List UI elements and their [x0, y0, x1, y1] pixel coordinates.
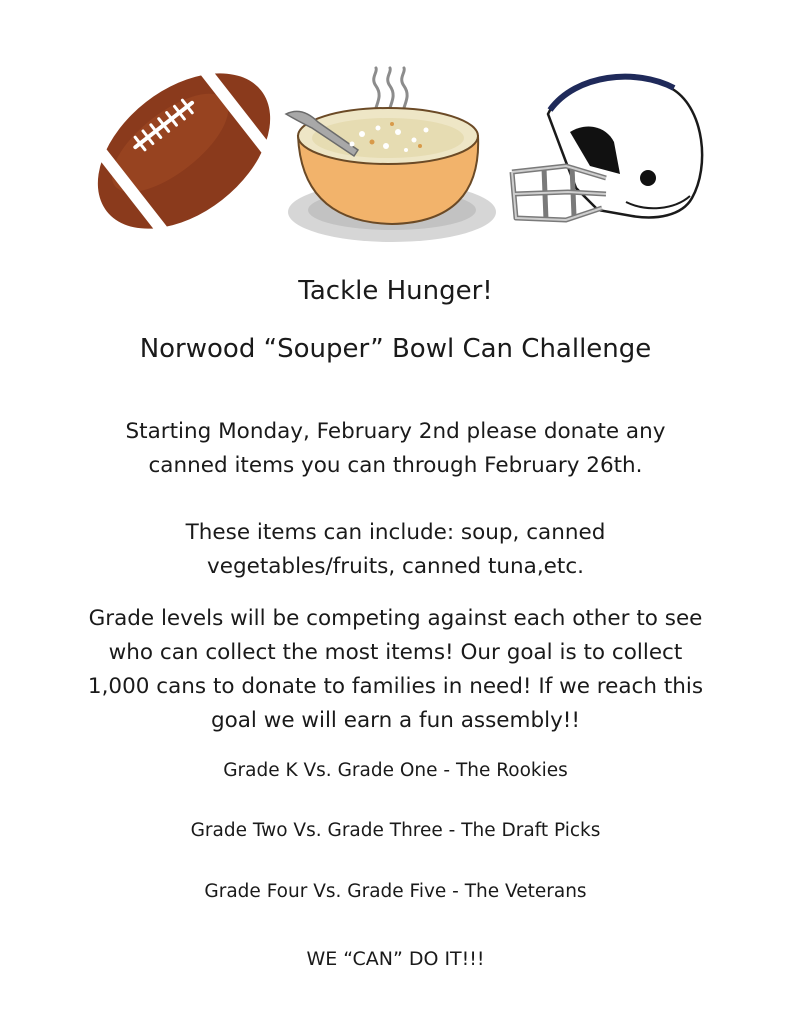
competition-line: goal we will earn a fun assembly!!: [210, 708, 581, 733]
intro-line: canned items you can through February 26th.: [148, 453, 643, 478]
soup-bowl-icon: [282, 62, 504, 248]
headline: Tackle Hunger!: [298, 276, 493, 306]
competition-line: who can collect the most items! Our goal is to collect: [108, 640, 683, 665]
items-line: vegetables/fruits, canned tuna,etc.: [207, 554, 584, 579]
competition-line: Grade levels will be competing against each other to see: [88, 606, 703, 631]
matchup-draft-picks: Grade Two Vs. Grade Three - The Draft Picks: [190, 820, 601, 841]
intro-paragraph: [0, 415, 791, 483]
matchup-rookies: Grade K Vs. Grade One - The Rookies: [223, 760, 568, 781]
subheadline: Norwood “Souper” Bowl Can Challenge: [139, 334, 652, 364]
intro-line: Starting Monday, February 2nd please donate any: [125, 419, 666, 444]
items-paragraph: [0, 516, 791, 584]
competition-paragraph: [0, 602, 791, 738]
closing-slogan: WE “CAN” DO IT!!!: [306, 948, 485, 970]
football-helmet-icon: [506, 70, 706, 230]
football-icon: [86, 58, 282, 244]
matchup-veterans: Grade Four Vs. Grade Five - The Veterans: [204, 881, 587, 902]
competition-line: 1,000 cans to donate to families in need! If we reach this: [87, 674, 704, 699]
items-line: These items can include: soup, canned: [185, 520, 606, 545]
